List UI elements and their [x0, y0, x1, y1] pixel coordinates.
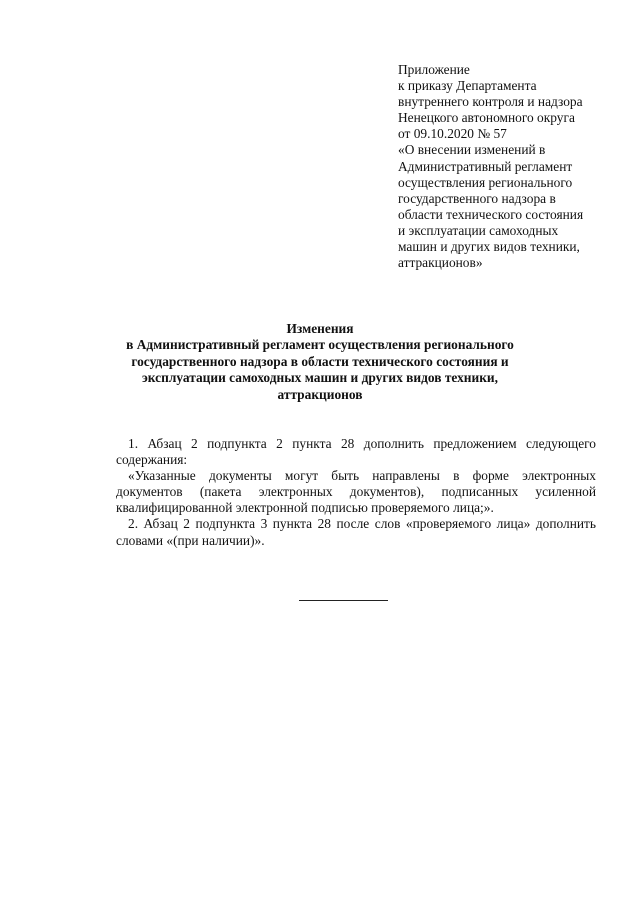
appendix-line: государственного надзора в: [398, 190, 556, 206]
appendix-line: к приказу Департамента: [398, 78, 537, 94]
title-line: государственного надзора в области технического состояния и: [131, 353, 509, 369]
paragraph-item-1: 1. Абзац 2 подпункта 2 пункта 28 дополнить предложением следующего содержания:: [116, 436, 596, 468]
title-line: аттракционов: [277, 386, 363, 402]
appendix-line: Ненецкого автономного округа: [398, 110, 575, 126]
document-title: [110, 321, 530, 403]
appendix-line: аттракционов»: [398, 255, 483, 271]
appendix-line: Административный регламент: [398, 158, 573, 174]
document-body: [116, 436, 596, 549]
appendix-line: и эксплуатации самоходных: [398, 222, 559, 238]
title-line: Изменения: [286, 321, 354, 336]
title-line: эксплуатации самоходных машин и других видов техники,: [142, 370, 498, 386]
appendix-line: машин и других видов техники,: [398, 239, 580, 255]
appendix-line: внутреннего контроля и надзора: [398, 94, 583, 110]
paragraph-item-2: 2. Абзац 2 подпункта 3 пункта 28 после слов «проверяемого лица» дополнить словами «(при наличии)».: [116, 516, 596, 548]
appendix-line: «О внесении изменений в: [398, 142, 546, 158]
title-line: в Административный регламент осуществления регионального: [126, 337, 514, 353]
end-divider: [299, 600, 388, 601]
appendix-line: от 09.10.2020 № 57: [398, 126, 507, 142]
appendix-line: Приложение: [398, 62, 470, 77]
appendix-block: [398, 62, 613, 271]
paragraph-quote: «Указанные документы могут быть направлены в форме электронных документов (пакета электронных документов), подписанных усиленной квалифицированной электронной подписью проверяемого лица;».: [116, 468, 596, 516]
appendix-line: области технического состояния: [398, 206, 584, 222]
appendix-line: осуществления регионального: [398, 174, 573, 190]
